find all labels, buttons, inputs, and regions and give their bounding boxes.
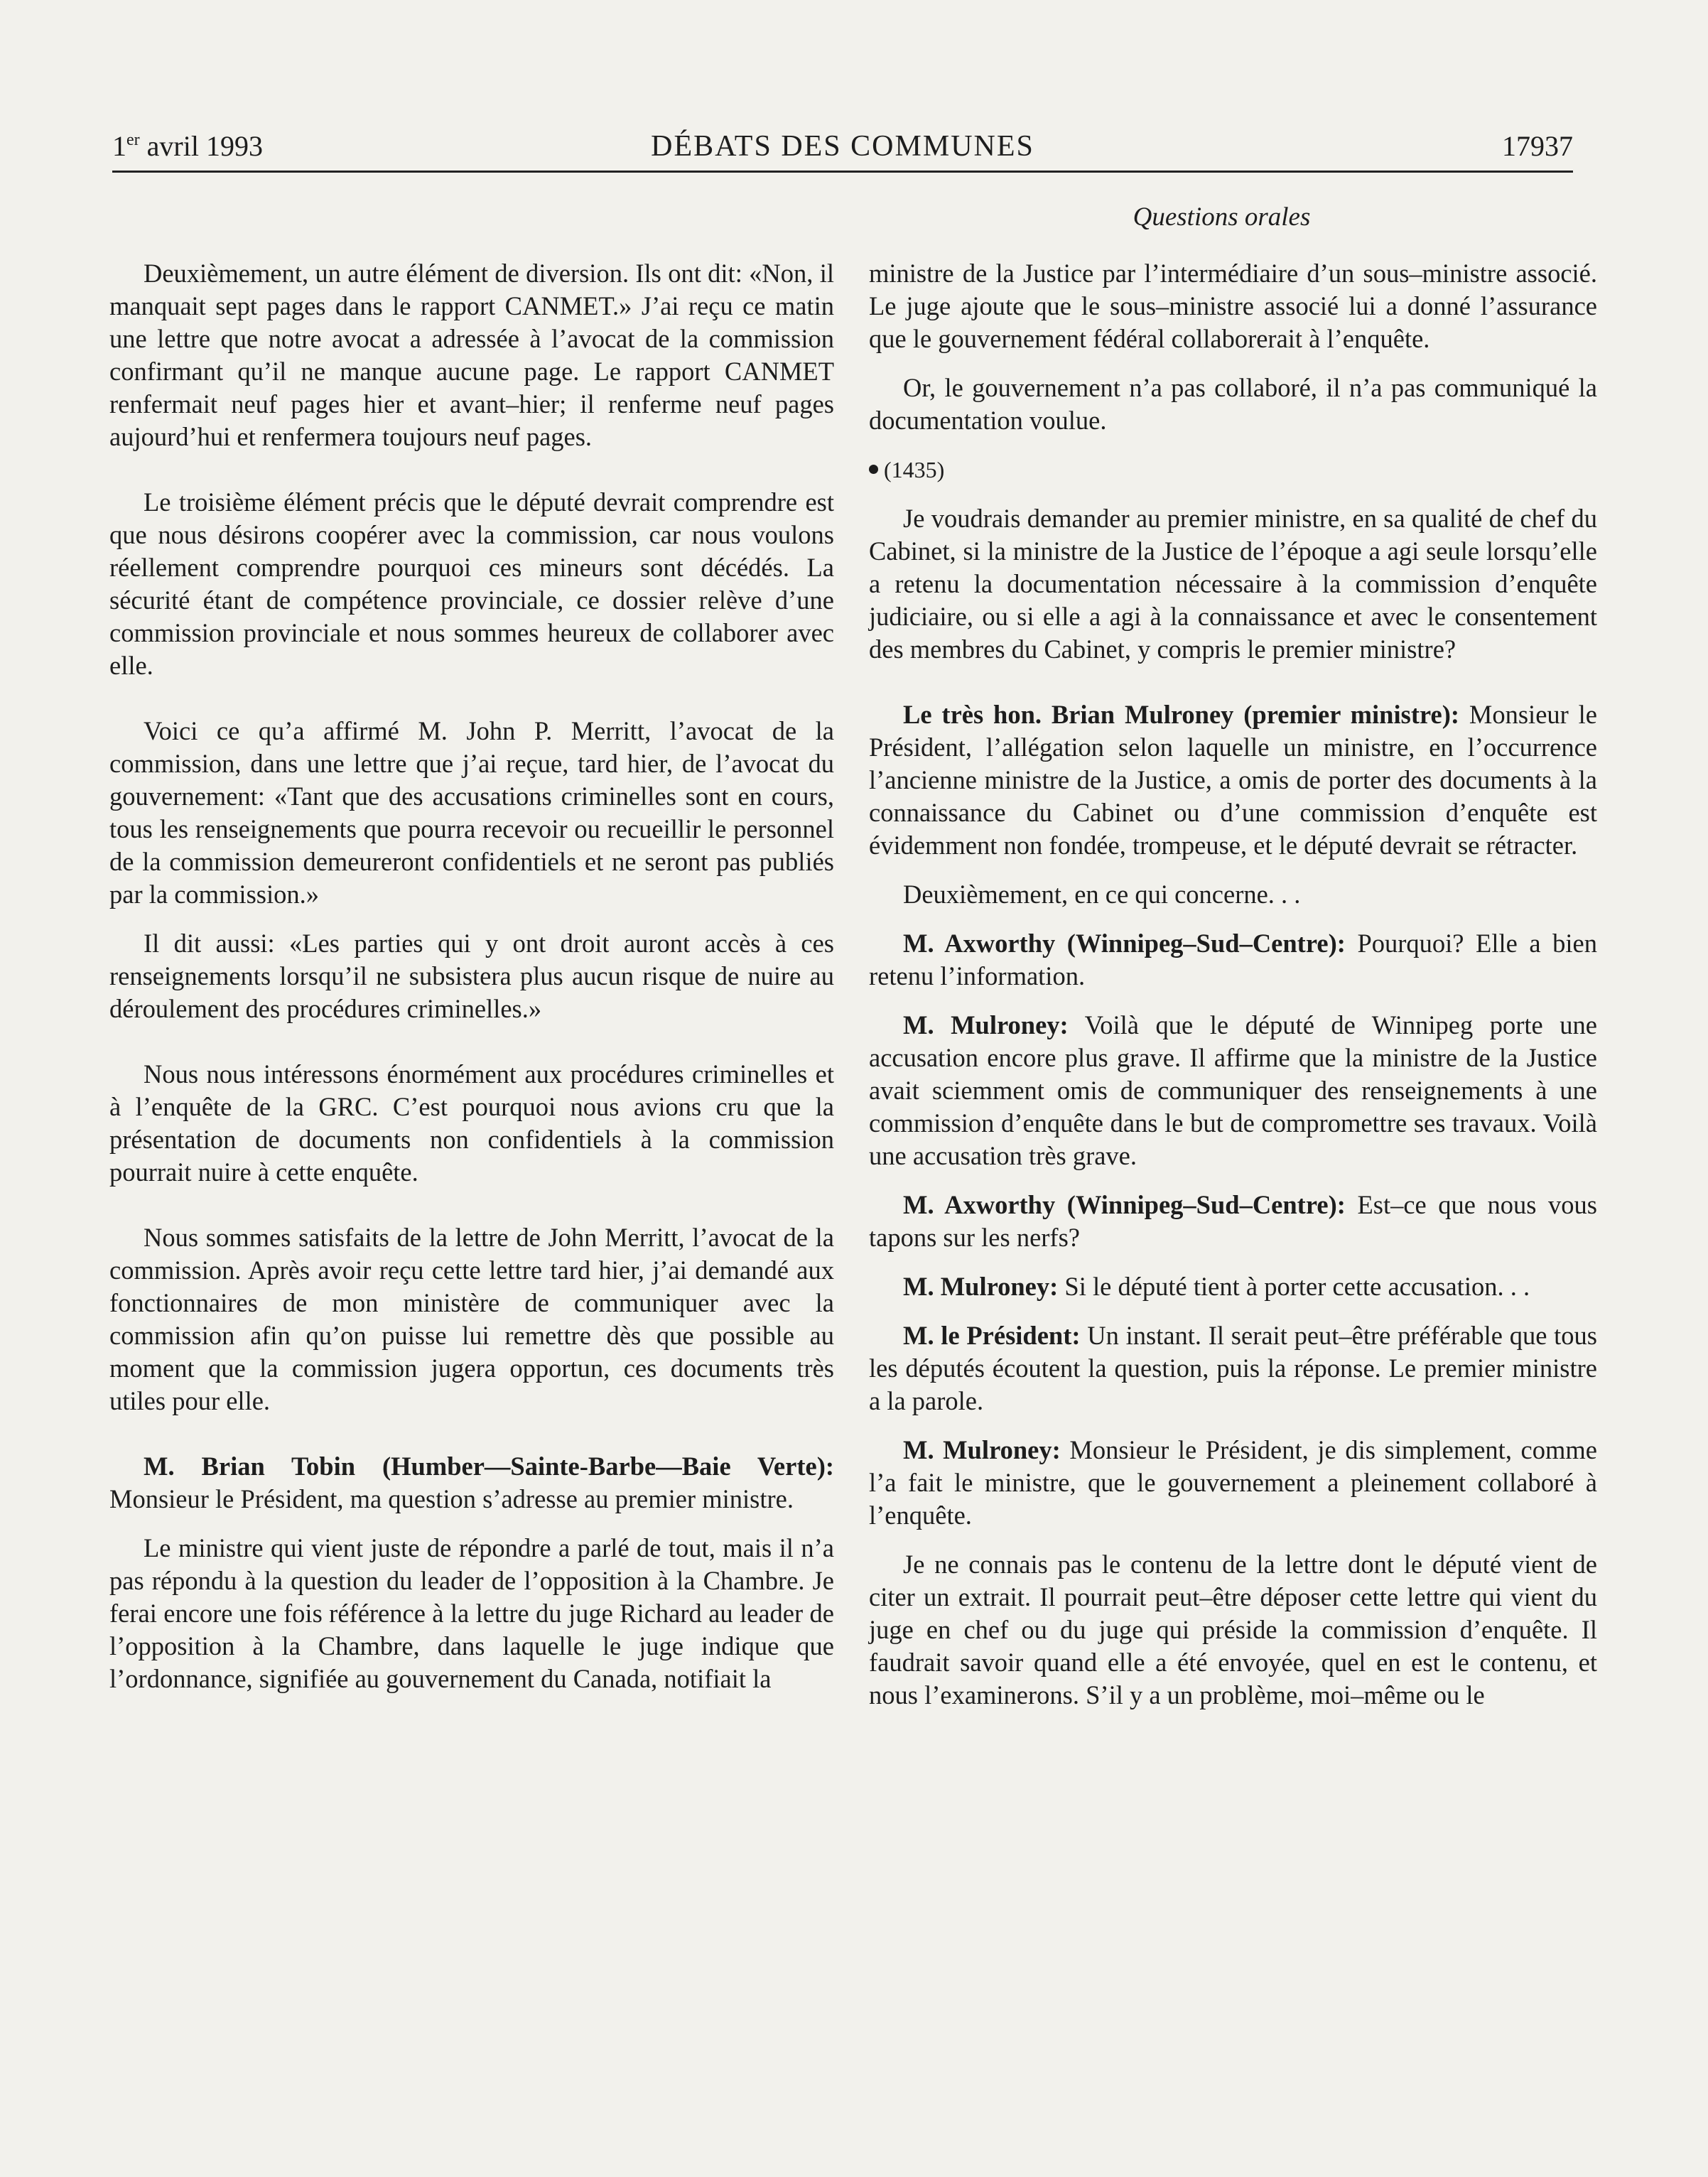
speaker-paragraph <box>869 1434 1597 1532</box>
header-page-number: 17937 <box>1502 130 1573 162</box>
header-date-rest: avril 1993 <box>139 130 263 162</box>
speaker-text: Voilà que le député de Winnipeg porte une accusation encore plus grave. Il affirme que la ministre de la Justice avait sciemment omis de communiquer des renseignements à une commission d’enquête dans le but de compromettre ses travaux. Voilà une accusation très grave. <box>869 1010 1597 1170</box>
speaker-text: Monsieur le Président, l’allégation selon laquelle un ministre, en l’occurrence l’ancienne ministre de la Justice, a omis de porter des documents à la connaissance du Cabinet ou d’une commission d’enquête est évidemment non fondée, trompeuse, et le député devrait se rétracter. <box>869 700 1598 860</box>
paragraph: Le troisième élément précis que le député devrait comprendre est que nous désirons coopérer avec la commission, car nous voulons réellement comprendre pourquoi ces mineurs sont décédés. La sécurité étant de compétence provinciale, ce dossier relève d’une commission provinciale et nous sommes heureux de collaborer avec elle. <box>109 487 834 680</box>
speaker-text: Un instant. Il serait peut–être préférable que tous les députés écoutent la question, puis la réponse. Le premier ministre a la parole. <box>869 1321 1597 1415</box>
paragraph: Nous nous intéressons énormément aux procédures criminelles et à l’enquête de la GRC. C’est pourquoi nous avions cru que la présentation de documents non confidentiels à la commission pourrait nuire à cette enquête. <box>109 1059 834 1187</box>
speaker-paragraph <box>869 1270 1597 1303</box>
speaker-name: M. Axworthy (Winnipeg–Sud–Centre): <box>903 929 1346 958</box>
section-title: Questions orales <box>1133 202 1311 232</box>
page-header <box>112 125 1573 173</box>
speaker-name: Le très hon. Brian Mulroney (premier ministre): <box>903 700 1460 729</box>
speaker-paragraph <box>869 927 1597 993</box>
paragraph: Le ministre qui vient juste de répondre a parlé de tout, mais il n’a pas répondu à la question du leader de l’opposition à la Chambre. Je ferai encore une fois référence à la lettre du juge Richard au leader de l’opposition à la Chambre, dans laquelle le juge indique que l’ordonnance, signifiée au gouvernement du Canada, notifiait la <box>109 1533 834 1693</box>
timestamp-marker <box>869 453 1597 486</box>
speaker-name: M. Axworthy (Winnipeg–Sud–Centre): <box>903 1190 1346 1219</box>
paragraph: Deuxièmement, en ce qui concerne. . . <box>903 880 1301 909</box>
speaker-text: Si le député tient à porter cette accusation. . . <box>1058 1272 1530 1301</box>
speaker-name: M. Mulroney: <box>903 1272 1059 1301</box>
header-date-day: 1 <box>112 130 126 162</box>
speaker-text: Monsieur le Président, ma question s’adresse au premier ministre. <box>109 1484 794 1513</box>
paragraph: Or, le gouvernement n’a pas collaboré, il n’a pas communiqué la documentation voulue. <box>869 373 1597 435</box>
paragraph: Il dit aussi: «Les parties qui y ont droit auront accès à ces renseignements lorsqu’il ne subsistera plus aucun risque de nuire au déroulement des procédures criminelles.» <box>109 929 834 1023</box>
paragraph: Voici ce qu’a affirmé M. John P. Merritt, l’avocat de la commission, dans une lettre que j’ai reçue, tard hier, de l’avocat du gouvernement: «Tant que des accusations criminelles sont en cours, tous les renseignements que pourra recevoir ou recueillir le personnel de la commission demeureront confidentiels et ne seront pas publiés par la commission.» <box>109 716 834 909</box>
paragraph: Je ne connais pas le contenu de la lettre dont le député vient de citer un extrait. Il pourrait peut–être déposer cette lettre qui vient du juge en chef ou du juge qui préside la commission d’enquête. Il faudrait savoir quand elle a été envoyée, quel en est le contenu, et nous l’examinerons. S’il y a un problème, moi–même ou le <box>869 1550 1597 1709</box>
header-date-superscript: er <box>126 131 140 149</box>
right-column <box>869 257 1597 1712</box>
speaker-name: M. Mulroney: <box>903 1010 1069 1039</box>
timestamp-text: (1435) <box>884 457 945 482</box>
paragraph: Nous sommes satisfaits de la lettre de John Merritt, l’avocat de la commission. Après avoir reçu cette lettre tard hier, j’ai demandé aux fonctionnaires de mon ministère de communiquer avec la commission afin qu’on puisse lui remettre dès que possible au moment que la commission jugera opportun, ces documents très utiles pour elle. <box>109 1223 834 1415</box>
paragraph-continued: ministre de la Justice par l’intermédiaire d’un sous–ministre associé. Le juge ajoute que le sous–ministre associé lui a donné l’assurance que le gouvernement fédéral collaborerait à l’enquête. <box>869 259 1597 353</box>
speaker-text: Monsieur le Président, je dis simplement, comme l’a fait le ministre, que le gouvernement a pleinement collaboré à l’enquête. <box>869 1435 1597 1530</box>
speaker-paragraph <box>869 1009 1597 1172</box>
header-title: DÉBATS DES COMMUNES <box>651 130 1034 163</box>
left-column <box>109 257 834 1695</box>
paragraph: Deuxièmement, un autre élément de diversion. Ils ont dit: «Non, il manquait sept pages dans le rapport CANMET.» J’ai reçu ce matin une lettre que notre avocat a adressée à l’avocat de la commission confirmant qu’il ne manque aucune page. Le rapport CANMET renfermait neuf pages hier et avant–hier; il renferme neuf pages aujourd’hui et renfermera toujours neuf pages. <box>109 259 834 451</box>
speaker-paragraph <box>109 1450 834 1516</box>
speaker-name: M. Mulroney: <box>903 1435 1061 1464</box>
speaker-name: M. Brian Tobin (Humber—Sainte-Barbe—Baie Verte): <box>144 1452 834 1481</box>
speaker-paragraph <box>869 698 1597 862</box>
speaker-name: M. le Président: <box>903 1321 1081 1350</box>
speaker-paragraph <box>869 1319 1597 1417</box>
speaker-text: Pourquoi? Elle a bien retenu l’information. <box>869 929 1597 990</box>
speaker-text: Est–ce que nous vous tapons sur les nerfs? <box>869 1190 1597 1252</box>
paragraph: Je voudrais demander au premier ministre, en sa qualité de chef du Cabinet, si la ministre de la Justice de l’époque a agi seule lorsqu’elle a retenu la documentation nécessaire à la commission d’enquête judiciaire, ou si elle a agi à la connaissance et avec le consentement des membres du Cabinet, y compris le premier ministre? <box>869 504 1597 664</box>
speaker-paragraph <box>869 1189 1597 1254</box>
bullet-icon <box>869 465 878 474</box>
